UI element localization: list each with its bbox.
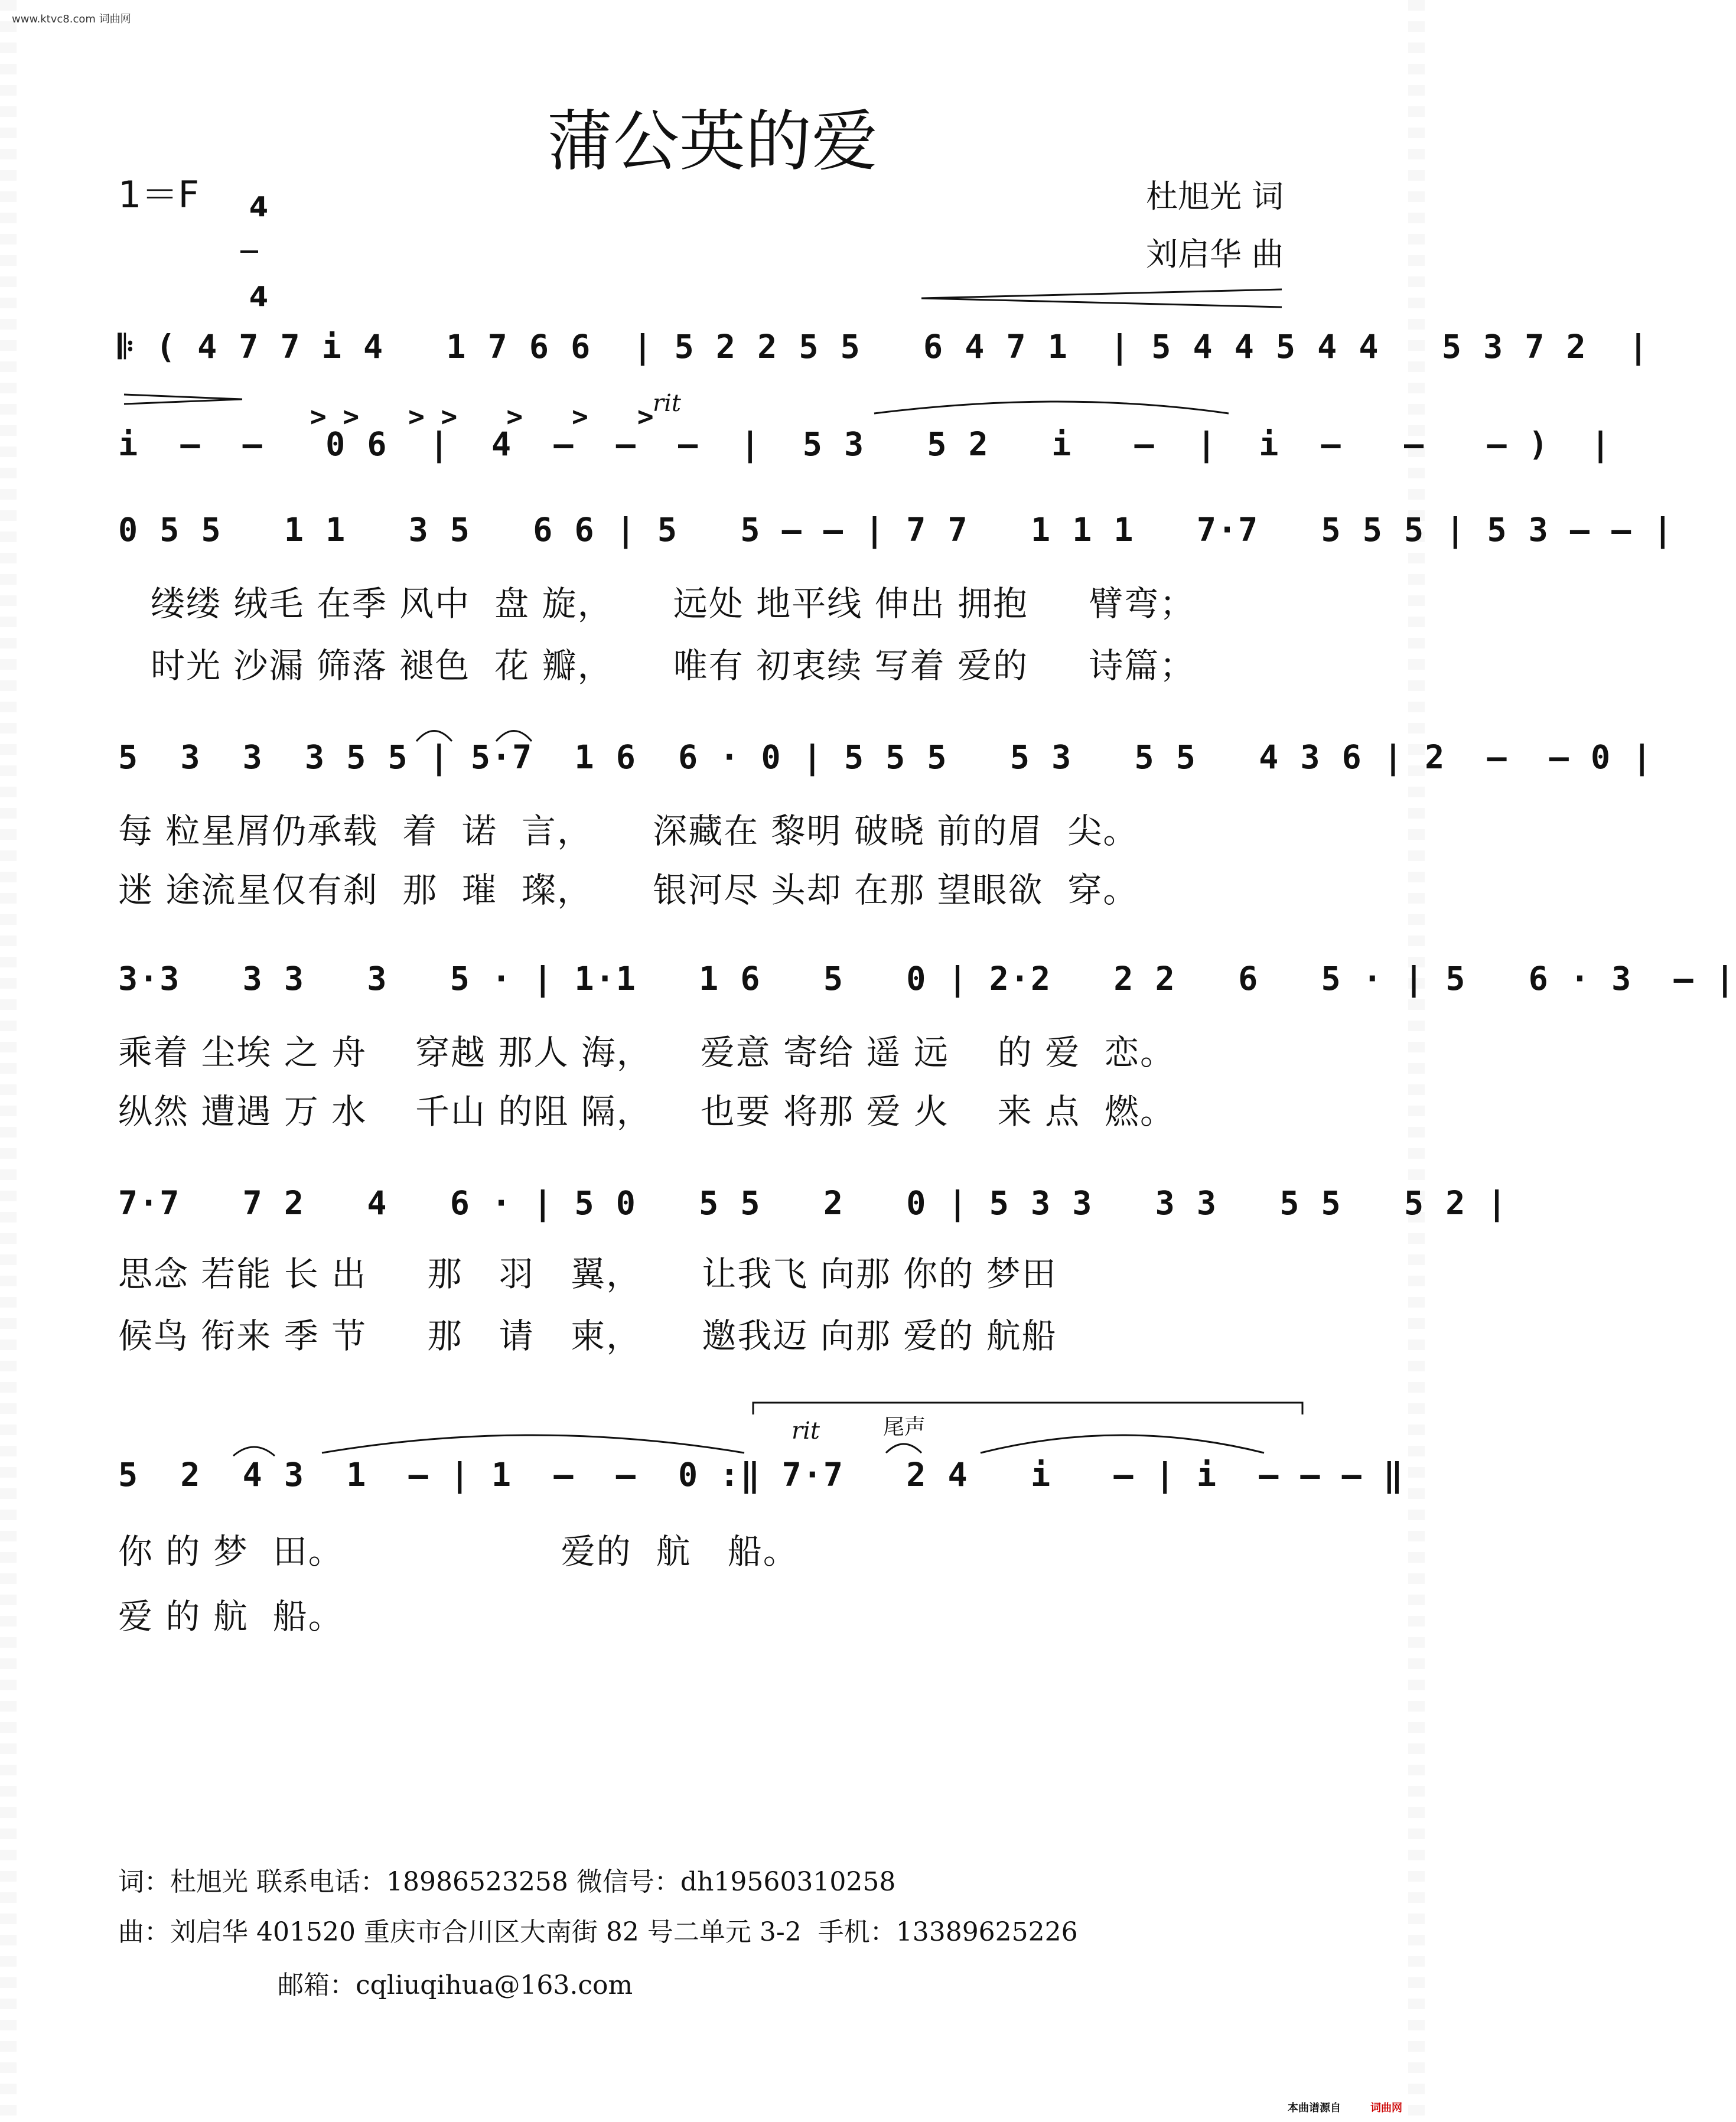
system-5-lyric-1: 乘着 尘埃 之 舟 穿越 那人 海， 爱意 寄给 遥 远 的 爱 恋。 <box>118 1032 1176 1073</box>
system-1-notes: 𝄆 ( 4 7 7 i 4 1 7 6 6 | 5 2 2 5 5 6 4 7 1 | 5 4 4 5 4 4 5 3 7 2 | <box>118 328 1649 366</box>
site-watermark: www.ktvc8.com 词曲网 <box>12 13 131 25</box>
system-4-notes: 5 3 3 3 5 5 | 5·7 1 6 6 · 0 | 5 5 5 5 3 5 5 4 3 6 | 2 – – 0 | <box>118 738 1653 776</box>
system-4-lyric-2: 迷 途流星仅有刹 那 璀 璨， 银河尽 头却 在那 望眼欲 穿。 <box>118 870 1139 910</box>
footer-email: 邮箱：cqliuqihua@163.com <box>278 1970 633 2000</box>
footer-composer-contact: 曲：刘启华 401520 重庆市合川区大南街 82 号二单元 3-2 手机：13389625226 <box>118 1917 1078 1947</box>
song-title: 蒲公英的爱 <box>547 103 878 180</box>
system-3-lyric-1: 缕缕 绒毛 在季 风中 盘 旋， 远处 地平线 伸出 拥抱 臂弯； <box>151 584 1196 624</box>
system-7-lyric-2: 爱 的 航 船。 <box>118 1596 344 1637</box>
lyricist-credit: 杜旭光 词 <box>1146 178 1284 215</box>
system-5-notes: 3·3 3 3 3 5 · | 1·1 1 6 5 0 | 2·2 2 2 6 5 · | 5 6 · 3 – | <box>118 960 1736 998</box>
system-2-accents: > > > > > > > <box>310 400 654 432</box>
time-signature-bottom: 4 <box>249 281 269 312</box>
system-3-lyric-2: 时光 沙漏 筛落 褪色 花 瓣， 唯有 初衷续 写着 爱的 诗篇； <box>151 646 1196 686</box>
system-6-lyric-2: 候鸟 衔来 季 节 那 请 柬， 邀我迈 向那 爱的 航船 <box>118 1316 1057 1356</box>
system-2-notes: i – – 0 6 | 4 – – – | 5 3 5 2 i – | i – – – ) | <box>118 425 1612 463</box>
system-7-notes: 5 2 4 3 1 – | 1 – – 0 :‖ 7·7 2 4 i – | i – – – ‖ <box>118 1456 1404 1494</box>
coda-label: 尾声 <box>883 1415 926 1439</box>
system-6-notes: 7·7 7 2 4 6 · | 5 0 5 5 2 0 | 5 3 3 3 3 5 5 5 2 | <box>118 1184 1508 1222</box>
system-4-lyric-1: 每 粒星屑仍承载 着 诺 言， 深藏在 黎明 破晓 前的眉 尖。 <box>118 811 1139 851</box>
system-3-notes: 0 5 5 1 1 3 5 6 6 | 5 5 – – | 7 7 1 1 1 7·7 5 5 5 | 5 3 – – | <box>118 511 1674 549</box>
footer-lyricist-contact: 词：杜旭光 联系电话：18986523258 微信号：dh19560310258 <box>118 1867 896 1897</box>
system-6-lyric-1: 思念 若能 长 出 那 羽 翼， 让我飞 向那 你的 梦田 <box>118 1254 1057 1294</box>
system-2-rit: rit <box>653 390 681 417</box>
system-7-rit: rit <box>792 1417 820 1445</box>
system-5-lyric-2: 纵然 遭遇 万 水 千山 的阻 隔， 也要 将那 爱 火 来 点 燃。 <box>118 1091 1176 1132</box>
bottom-site-label: 词曲网 <box>1370 2102 1402 2114</box>
system-7-lyric-1: 你 的 梦 田。 爱的 航 船。 <box>118 1531 799 1572</box>
bottom-source-label: 本曲谱源自 <box>1288 2102 1341 2114</box>
composer-credit: 刘启华 曲 <box>1146 236 1284 273</box>
key-signature: 1＝F <box>118 173 200 216</box>
time-signature-top: 4 <box>249 191 269 223</box>
